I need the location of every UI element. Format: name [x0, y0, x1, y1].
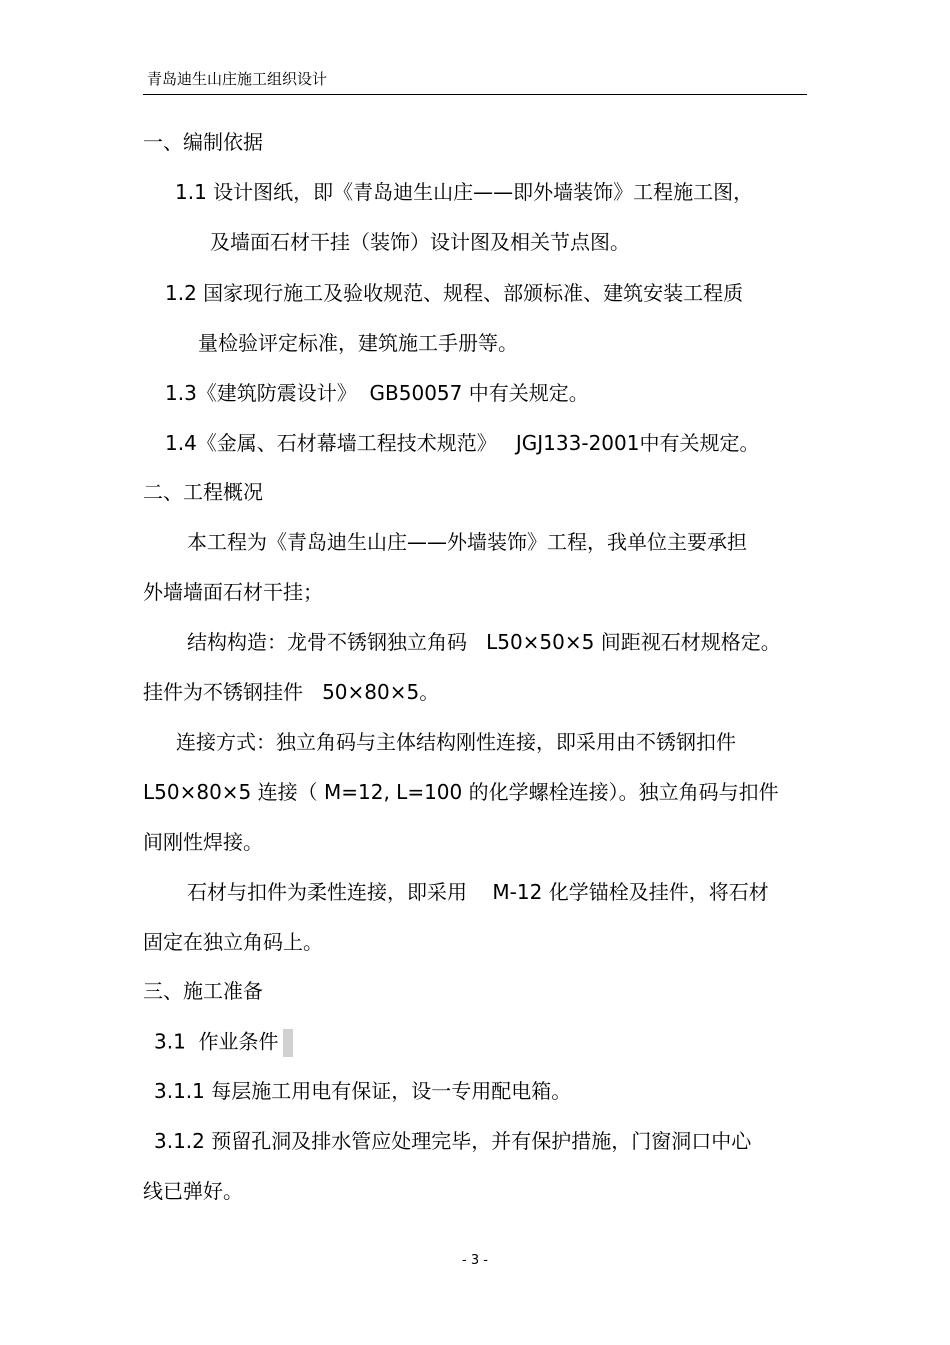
text-line-structure-b: 挂件为不锈钢挂件 50×80×5。	[143, 680, 440, 704]
heading-preparation: 三、施工准备	[143, 979, 263, 1003]
header-divider	[143, 94, 807, 95]
text-line-3-1-2a: 3.1.2 预留孔洞及排水管应处理完毕，并有保护措施，门窗洞口中心	[154, 1129, 752, 1153]
text-line-overview-b: 外墙墙面石材干挂；	[143, 580, 323, 604]
text-line-1-2a: 1.2 国家现行施工及验收规范、规程、部颁标准、建筑安装工程质	[165, 281, 744, 305]
text-line-1-3: 1.3《建筑防震设计》 GB50057 中有关规定。	[165, 381, 589, 405]
document-header-title: 青岛迪生山庄施工组织设计	[147, 70, 328, 88]
text-line-stone-b: 固定在独立角码上。	[143, 930, 323, 954]
text-line-1-1b: 及墙面石材干挂（装饰）设计图及相关节点图。	[210, 230, 630, 254]
text-line-structure-a: 结构构造：龙骨不锈钢独立角码 L50×50×5 间距视石材规格定。	[187, 630, 781, 654]
text-line-1-1a: 1.1 设计图纸，即《青岛迪生山庄——即外墙装饰》工程施工图，	[175, 180, 754, 204]
text-line-1-2b: 量检验评定标准，建筑施工手册等。	[198, 331, 518, 355]
text-line-3-1-2b: 线已弹好。	[143, 1179, 243, 1203]
heading-overview: 二、工程概况	[143, 480, 263, 504]
text-line-3-1-1: 3.1.1 每层施工用电有保证，设一专用配电箱。	[154, 1079, 572, 1103]
text-line-connection-c: 间刚性焊接。	[143, 830, 263, 854]
text-line-3-1-label: 3.1 作业条件	[154, 1029, 279, 1054]
text-line-stone-a: 石材与扣件为柔性连接，即采用 M-12 化学锚栓及挂件，将石材	[187, 880, 769, 904]
text-line-1-4: 1.4《金属、石材幕墙工程技术规范》 JGJ133-2001中有关规定。	[165, 431, 760, 455]
text-line-connection-b: L50×80×5 连接（ M=12, L=100 的化学螺栓连接）。独立角码与扣件	[143, 780, 779, 804]
text-line-3-1	[154, 1029, 293, 1057]
gray-marker	[283, 1029, 293, 1057]
heading-basis: 一、编制依据	[143, 130, 263, 154]
page-number: - 3 -	[462, 1253, 488, 1268]
text-line-overview-a: 本工程为《青岛迪生山庄——外墙装饰》工程，我单位主要承担	[187, 530, 747, 554]
text-line-connection-a: 连接方式：独立角码与主体结构刚性连接，即采用由不锈钢扣件	[176, 730, 736, 754]
